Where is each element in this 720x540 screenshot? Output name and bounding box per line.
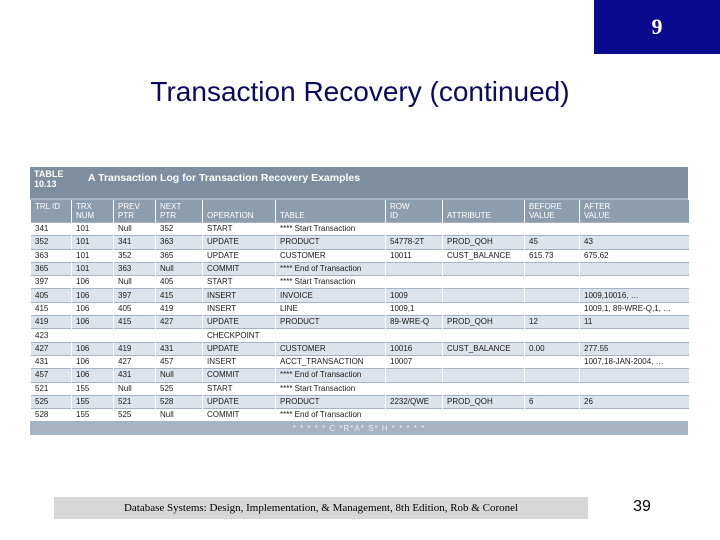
table-cell: 365 <box>31 262 72 275</box>
table-cell: 277.55 <box>580 342 689 355</box>
table-cell: 10016 <box>386 342 443 355</box>
table-cell <box>525 223 580 236</box>
table-cell: PROD_QOH <box>443 395 525 408</box>
table-cell: 521 <box>114 395 156 408</box>
table-cell: COMMIT <box>203 369 276 382</box>
table-row <box>31 276 689 289</box>
table-cell <box>525 369 580 382</box>
table-row <box>31 302 689 315</box>
table-cell: 525 <box>156 382 203 395</box>
table-cell: 352 <box>31 236 72 249</box>
table-cell: 12 <box>525 316 580 329</box>
table-cell: 419 <box>31 316 72 329</box>
table-cell: 405 <box>114 302 156 315</box>
table-cell: COMMIT <box>203 262 276 275</box>
table-cell: PROD_QOH <box>443 236 525 249</box>
table-cell <box>525 302 580 315</box>
table-cell <box>443 355 525 368</box>
table-cell: **** End of Transaction <box>276 369 386 382</box>
table-cell: CUSTOMER <box>276 249 386 262</box>
table-cell: 0.00 <box>525 342 580 355</box>
table-cell: 415 <box>156 289 203 302</box>
table-cell: 363 <box>156 236 203 249</box>
table-row <box>31 355 689 368</box>
table-cell: 11 <box>580 316 689 329</box>
table-cell: 528 <box>156 395 203 408</box>
table-cell: 457 <box>156 355 203 368</box>
table-cell: 363 <box>31 249 72 262</box>
table-cell <box>443 262 525 275</box>
table-cell: 1007,18-JAN-2004, … <box>580 355 689 368</box>
chapter-number: 9 <box>651 14 663 39</box>
table-cell: 427 <box>114 355 156 368</box>
table-row <box>31 262 689 275</box>
table-cell: 397 <box>114 289 156 302</box>
table-cell <box>525 355 580 368</box>
table-cell: Null <box>156 262 203 275</box>
table-cell: 1009 <box>386 289 443 302</box>
table-cell: Null <box>114 382 156 395</box>
table-cell: 6 <box>525 395 580 408</box>
table-cell: 1009,10016, … <box>580 289 689 302</box>
table-cell <box>386 223 443 236</box>
table-cell <box>386 409 443 422</box>
table-cell: UPDATE <box>203 316 276 329</box>
table-cell: **** End of Transaction <box>276 262 386 275</box>
table-cell: Null <box>156 369 203 382</box>
table-cell <box>156 329 203 342</box>
table-row <box>31 409 689 422</box>
table-cell: CUSTOMER <box>276 342 386 355</box>
table-row <box>31 369 689 382</box>
table-cell: LINE <box>276 302 386 315</box>
table-cell: 155 <box>72 382 114 395</box>
table-row <box>31 223 689 236</box>
table-cell: 457 <box>31 369 72 382</box>
table-cell: 365 <box>156 249 203 262</box>
table-cell <box>580 223 689 236</box>
table-cell <box>386 262 443 275</box>
table-cell: INSERT <box>203 302 276 315</box>
page-number: 39 <box>633 498 651 515</box>
column-header: BEFORE VALUE <box>525 200 580 223</box>
table-row <box>31 382 689 395</box>
table-cell <box>443 409 525 422</box>
table-cell: 352 <box>114 249 156 262</box>
table-cell: INSERT <box>203 355 276 368</box>
table-cell: 431 <box>31 355 72 368</box>
table-cell: UPDATE <box>203 395 276 408</box>
slide-title: Transaction Recovery (continued) <box>150 76 570 107</box>
table-cell: 352 <box>156 223 203 236</box>
table-cell <box>443 276 525 289</box>
table-cell <box>443 302 525 315</box>
column-header: NEXT PTR <box>156 200 203 223</box>
table-cell: 43 <box>580 236 689 249</box>
table-cell <box>114 329 156 342</box>
table-cell: 431 <box>114 369 156 382</box>
table-cell: 101 <box>72 236 114 249</box>
column-header: TRX NUM <box>72 200 114 223</box>
table-cell: 106 <box>72 302 114 315</box>
table-number: TABLE 10.13 <box>34 169 64 189</box>
table-cell <box>580 369 689 382</box>
table-cell: START <box>203 382 276 395</box>
table-cell: 101 <box>72 262 114 275</box>
table-cell: 26 <box>580 395 689 408</box>
table-cell <box>443 329 525 342</box>
table-cell: 155 <box>72 409 114 422</box>
table-cell <box>386 329 443 342</box>
table-cell: 431 <box>156 342 203 355</box>
table-cell: 1009,1 <box>386 302 443 315</box>
table-cell <box>443 369 525 382</box>
table-cell: 528 <box>31 409 72 422</box>
table-cell: Null <box>114 276 156 289</box>
table-cell: 427 <box>31 342 72 355</box>
table-cell: 675.62 <box>580 249 689 262</box>
table-row <box>31 316 689 329</box>
table-cell <box>386 276 443 289</box>
table-cell <box>580 262 689 275</box>
crash-marker: * * * * * C *R*A* S* H * * * * * <box>292 424 426 433</box>
table-cell: COMMIT <box>203 409 276 422</box>
citation-bar <box>54 497 588 519</box>
table-cell: 419 <box>114 342 156 355</box>
table-cell: 2232/QWE <box>386 395 443 408</box>
table-cell: INSERT <box>203 289 276 302</box>
table-cell: 106 <box>72 342 114 355</box>
table-cell: PRODUCT <box>276 236 386 249</box>
table-cell: 10011 <box>386 249 443 262</box>
table-cell <box>525 262 580 275</box>
table-row <box>31 249 689 262</box>
column-header: TRL ID <box>31 200 72 223</box>
table-cell <box>525 289 580 302</box>
table-cell: 106 <box>72 276 114 289</box>
table-row <box>31 236 689 249</box>
table-cell: 525 <box>31 395 72 408</box>
table-cell <box>580 409 689 422</box>
table-cell <box>525 409 580 422</box>
table-cell: **** Start Transaction <box>276 276 386 289</box>
table-cell <box>443 223 525 236</box>
table-cell: 106 <box>72 355 114 368</box>
table-caption-bar <box>30 167 688 198</box>
table-cell: **** Start Transaction <box>276 223 386 236</box>
table-cell <box>386 369 443 382</box>
table-cell: 155 <box>72 395 114 408</box>
table-cell <box>580 276 689 289</box>
table-cell: 405 <box>156 276 203 289</box>
chapter-badge <box>594 0 720 54</box>
table-cell: 54778-2T <box>386 236 443 249</box>
citation-text: Database Systems: Design, Implementation, & Management, 8th Edition, Rob & Coronel <box>123 502 519 514</box>
table-cell: UPDATE <box>203 249 276 262</box>
table-cell: 341 <box>31 223 72 236</box>
header-row <box>31 200 689 223</box>
table-cell: CHECKPOINT <box>203 329 276 342</box>
table-cell: **** Start Transaction <box>276 382 386 395</box>
table-cell <box>525 382 580 395</box>
table-cell: 363 <box>114 262 156 275</box>
table-cell: 101 <box>72 249 114 262</box>
table-cell: START <box>203 276 276 289</box>
column-header: PREV PTR <box>114 200 156 223</box>
table-cell: 415 <box>31 302 72 315</box>
table-row <box>31 395 689 408</box>
table-cell <box>443 289 525 302</box>
table-cell <box>443 382 525 395</box>
table-cell: INVOICE <box>276 289 386 302</box>
table-cell: ACCT_TRANSACTION <box>276 355 386 368</box>
table-row <box>31 342 689 355</box>
table-cell <box>276 329 386 342</box>
table-cell: 1009,1, 89-WRE-Q,1, … <box>580 302 689 315</box>
table-cell: CUST_BALANCE <box>443 249 525 262</box>
table-cell: UPDATE <box>203 342 276 355</box>
table-cell: 405 <box>31 289 72 302</box>
table-cell: 106 <box>72 316 114 329</box>
table-cell: 45 <box>525 236 580 249</box>
table-cell: Null <box>114 223 156 236</box>
table-cell: 397 <box>31 276 72 289</box>
table-cell <box>580 382 689 395</box>
table-cell <box>525 329 580 342</box>
table-cell: 89-WRE-Q <box>386 316 443 329</box>
column-header: ATTRIBUTE <box>443 200 525 223</box>
table-cell <box>72 329 114 342</box>
table-caption: A Transaction Log for Transaction Recovery Examples <box>88 172 361 184</box>
table-cell: 521 <box>31 382 72 395</box>
table-cell <box>386 382 443 395</box>
table-cell: PROD_QOH <box>443 316 525 329</box>
table-cell: PRODUCT <box>276 395 386 408</box>
table-cell: 427 <box>156 316 203 329</box>
table-cell <box>580 329 689 342</box>
table-cell: START <box>203 223 276 236</box>
table-cell: 423 <box>31 329 72 342</box>
table-cell: 10007 <box>386 355 443 368</box>
table-cell: CUST_BALANCE <box>443 342 525 355</box>
table-cell: 419 <box>156 302 203 315</box>
column-header: TABLE <box>276 200 386 223</box>
transaction-log-table <box>30 167 688 435</box>
table-row <box>31 289 689 302</box>
table-cell: **** End of Transaction <box>276 409 386 422</box>
table-row <box>31 329 689 342</box>
table-cell: 615.73 <box>525 249 580 262</box>
table-cell: 525 <box>114 409 156 422</box>
table-cell: 415 <box>114 316 156 329</box>
column-header: AFTER VALUE <box>580 200 689 223</box>
log-grid <box>30 200 689 421</box>
column-header: OPERATION <box>203 200 276 223</box>
table-cell: PRODUCT <box>276 316 386 329</box>
column-header: ROW ID <box>386 200 443 223</box>
table-cell: 101 <box>72 223 114 236</box>
table-cell <box>525 276 580 289</box>
table-cell: 106 <box>72 369 114 382</box>
table-cell: 106 <box>72 289 114 302</box>
table-cell: 341 <box>114 236 156 249</box>
table-cell: UPDATE <box>203 236 276 249</box>
table-cell: Null <box>156 409 203 422</box>
